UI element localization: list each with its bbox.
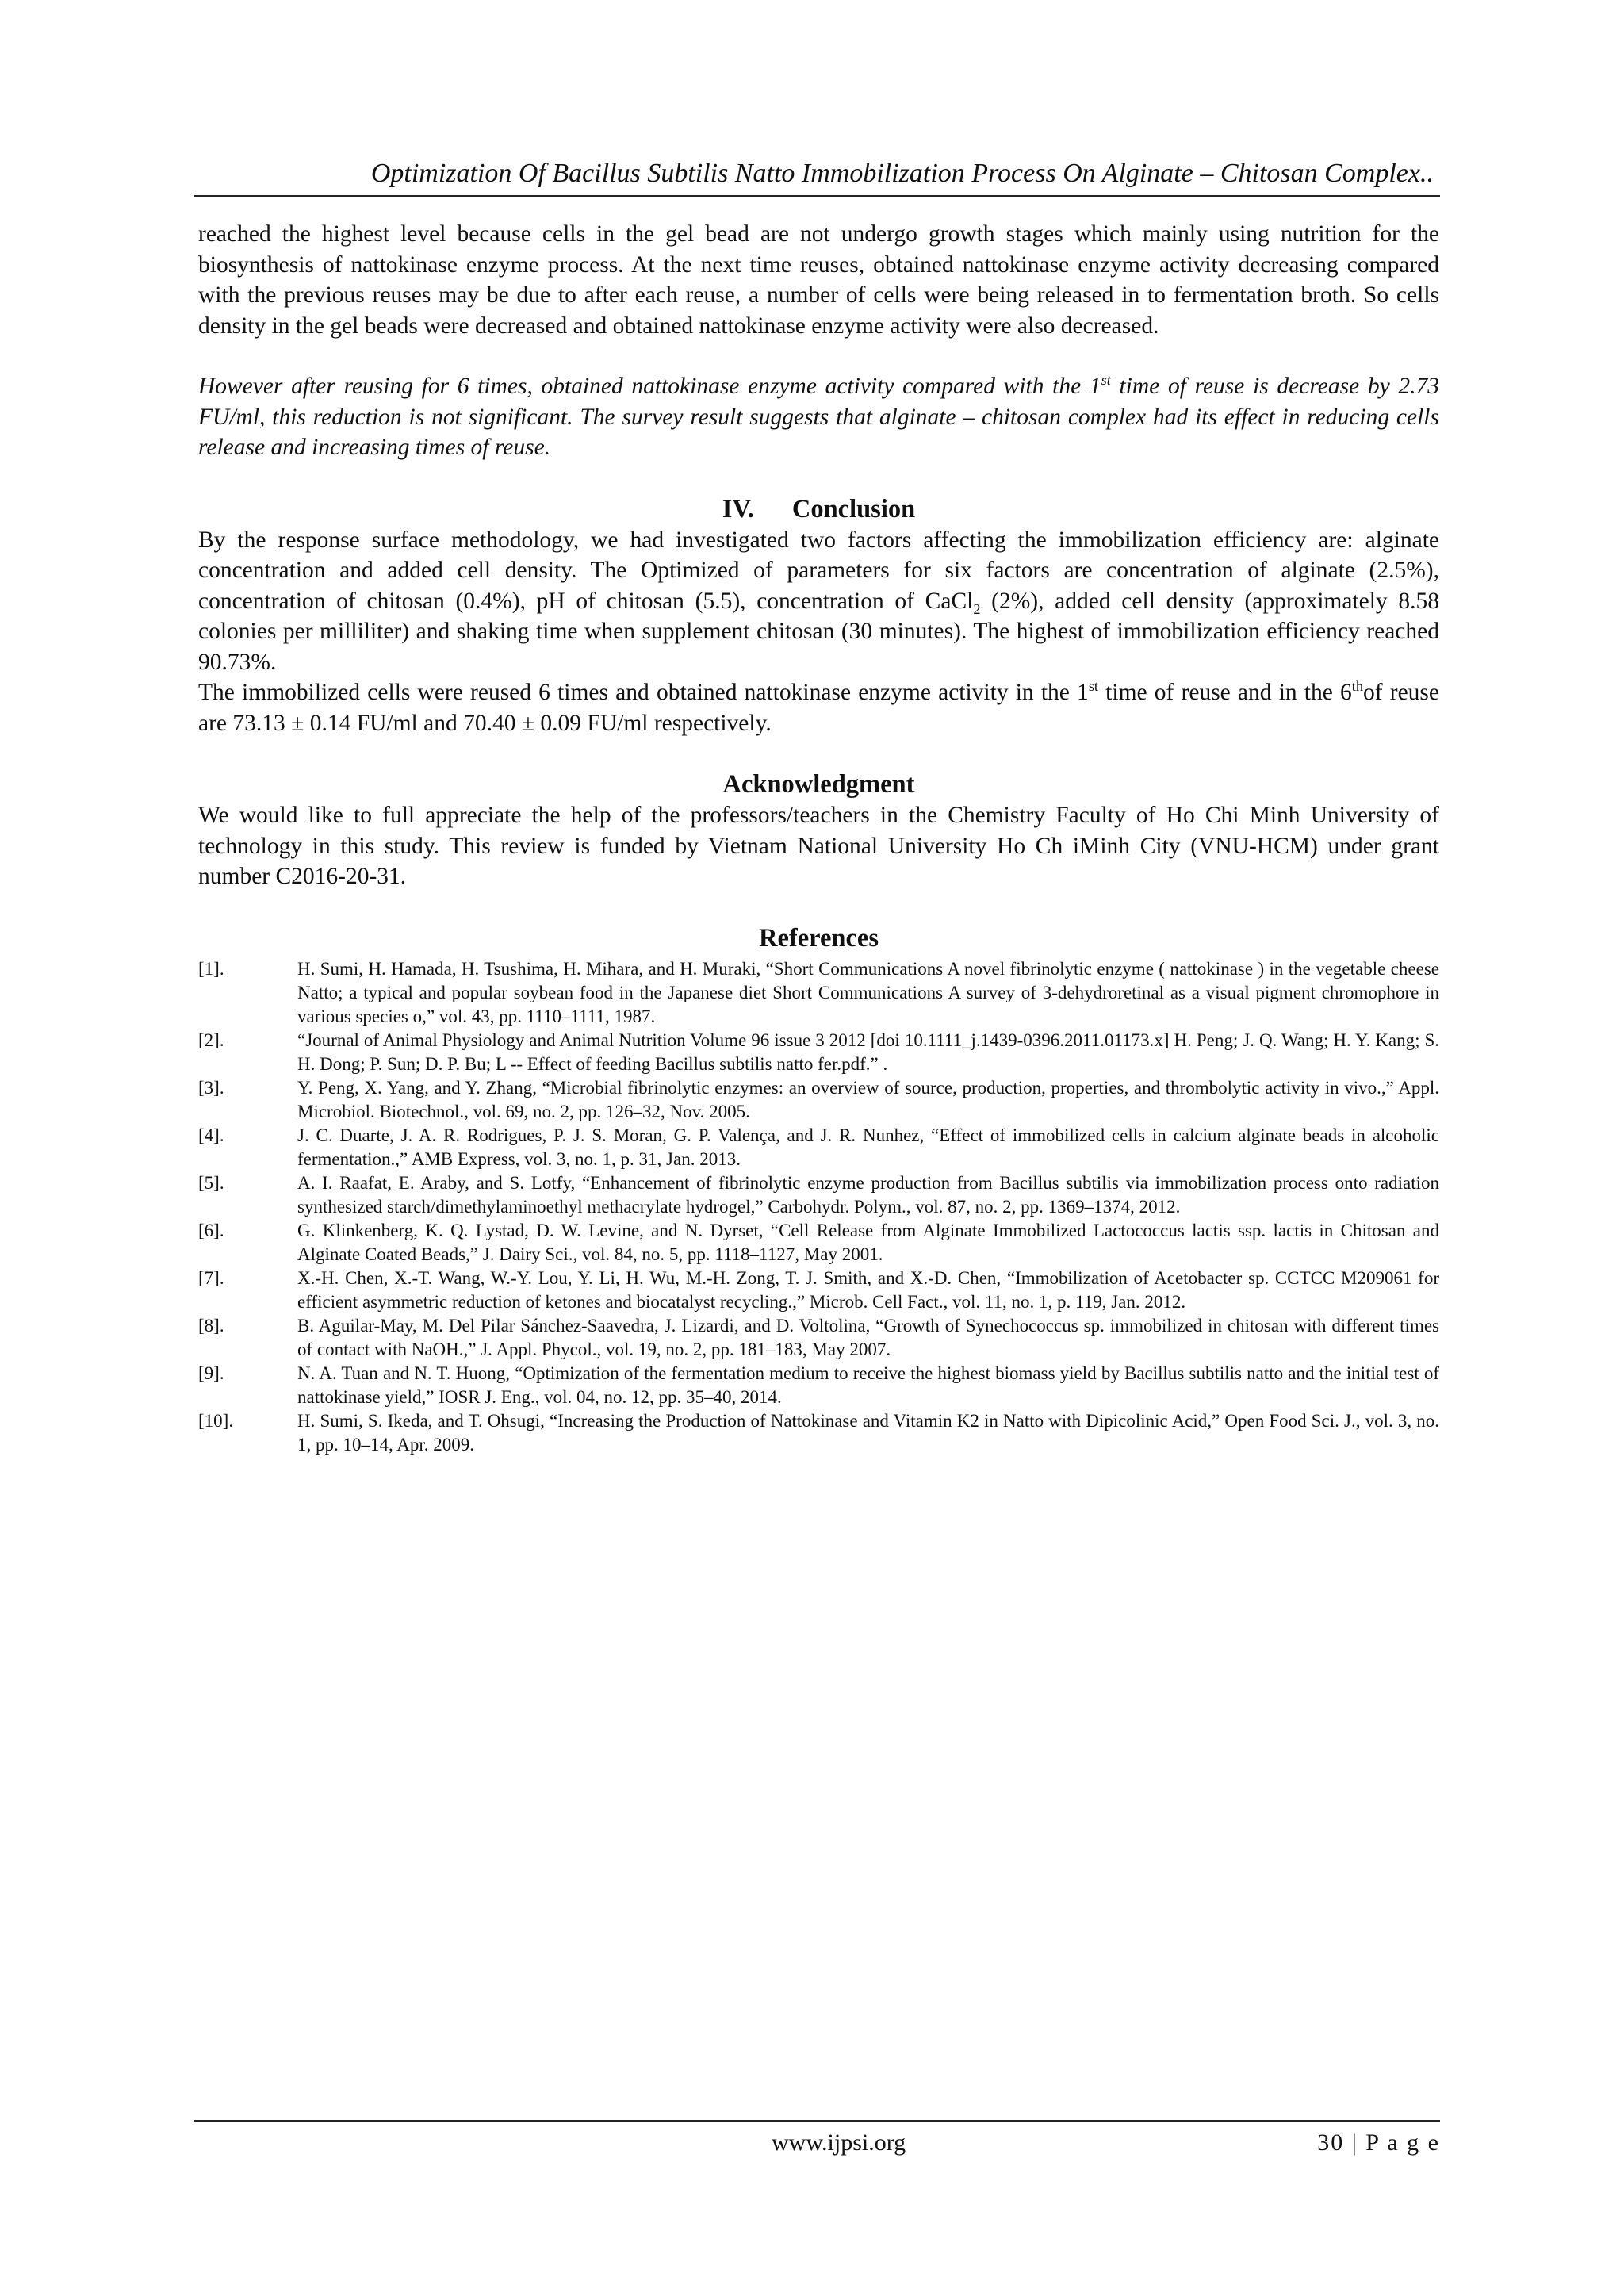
- reference-number: [10].: [198, 1410, 234, 1431]
- page-number: 30 | P a g e: [1317, 2129, 1440, 2156]
- superscript-st: st: [1101, 372, 1111, 389]
- reference-number: [1].: [198, 958, 224, 979]
- reference-number: [8].: [198, 1315, 224, 1336]
- reference-text: N. A. Tuan and N. T. Huong, “Optimization of the fermentation medium to receive the highest biomass yield by Bacillus subtilis natto and the initial test of nattokinase yield,” IOSR J. Eng., vol. 04, no. 12, pp. 35–40, 2014.: [297, 1363, 1439, 1407]
- reference-number: [7].: [198, 1267, 224, 1288]
- reference-item: [198, 1029, 1439, 1076]
- superscript-th: th: [1351, 678, 1363, 695]
- body-paragraph-2-part-b: time of reuse is decrease by 2.73 FU/ml, this reduction is not significant. The survey result suggests that alginate – chitosan complex had its effect in reducing cells release and increasing times of reuse.: [198, 374, 1439, 460]
- reference-item: [198, 1219, 1439, 1267]
- conclusion-paragraph-2-part-a: The immobilized cells were reused 6 times and obtained nattokinase enzyme activity in the 1: [198, 680, 1089, 705]
- reference-item: [198, 1409, 1439, 1457]
- body-paragraph-1: reached the highest level because cells in the gel bead are not undergo growth stages which mainly using nutrition for the biosynthesis of nattokinase enzyme process. At the next time reuses, obtained nattokinase enzyme activity decreasing compared with the previous reuses may be due to after each reuse, a number of cells were being released in to fermentation broth. So cells density in the gel beads were decreased and obtained nattokinase enzyme activity were also decreased.: [198, 221, 1439, 339]
- running-title: Optimization Of Bacillus Subtilis Natto Immobilization Process On Alginate – Chitosan Complex..: [370, 159, 1434, 188]
- reference-text: G. Klinkenberg, K. Q. Lystad, D. W. Levine, and N. Dyrset, “Cell Release from Alginate Immobilized Lactococcus lactis ssp. lactis in Chitosan and Alginate Coated Beads,” J. Dairy Sci., vol. 84, no. 5, pp. 1118–1127, May 2001.: [297, 1220, 1439, 1264]
- superscript-st: st: [1088, 678, 1099, 695]
- reference-item: [198, 1362, 1439, 1409]
- reference-text: H. Sumi, S. Ikeda, and T. Ohsugi, “Increasing the Production of Nattokinase and Vitamin K2 in Natto with Dipicolinic Acid,” Open Food Sci. J., vol. 3, no. 1, pp. 10–14, Apr. 2009.: [297, 1410, 1439, 1455]
- reference-item: [198, 957, 1439, 1029]
- subscript-2: 2: [973, 600, 981, 617]
- reference-item: [198, 1267, 1439, 1314]
- reference-text: “Journal of Animal Physiology and Animal Nutrition Volume 96 issue 3 2012 [doi 10.1111_j.1439-0396.2011.01173.x] H. Peng; J. Q. Wang; H. Y. Kang; S. H. Dong; P. Sun; D. P. Bu; L -- Effect of feeding Bacillus subtilis natto fer.pdf.” .: [297, 1029, 1439, 1074]
- reference-item: [198, 1314, 1439, 1362]
- reference-text: A. I. Raafat, E. Araby, and S. Lotfy, “Enhancement of fibrinolytic enzyme production from Bacillus subtilis via immobilization process onto radiation synthesized starch/dimethylaminoethyl methacrylate hydrogel,” Carbohydr. Polym., vol. 87, no. 2, pp. 1369–1374, 2012.: [297, 1172, 1439, 1217]
- body-paragraph-2-part-a: However after reusing for 6 times, obtained nattokinase enzyme activity compared with the 1: [198, 374, 1101, 399]
- reference-number: [3].: [198, 1077, 224, 1098]
- reference-item: [198, 1076, 1439, 1124]
- conclusion-paragraph-2-part-b: time of reuse and in the 6: [1098, 680, 1352, 705]
- section-title: Conclusion: [791, 494, 916, 523]
- reference-text: H. Sumi, H. Hamada, H. Tsushima, H. Mihara, and H. Muraki, “Short Communications A novel fibrinolytic enzyme ( nattokinase ) in the vegetable cheese Natto; a typical and popular soybean food in the Japanese diet Short Communications A survey of 3-dehydroretinal as a visual pigment chromophore in various species o,” vol. 43, pp. 1110–1111, 1987.: [297, 958, 1439, 1026]
- reference-number: [6].: [198, 1220, 224, 1240]
- reference-text: Y. Peng, X. Yang, and Y. Zhang, “Microbial fibrinolytic enzymes: an overview of source, production, properties, and thrombolytic activity in vivo.,” Appl. Microbiol. Biotechnol., vol. 69, no. 2, pp. 126–32, Nov. 2005.: [297, 1077, 1439, 1121]
- footer-website-link[interactable]: www.ijpsi.org: [772, 2129, 906, 2156]
- reference-text: J. C. Duarte, J. A. R. Rodrigues, P. J. S. Moran, G. P. Valença, and J. R. Nunhez, “Effect of immobilized cells in calcium alginate beads in alcoholic fermentation.,” AMB Express, vol. 3, no. 1, p. 31, Jan. 2013.: [297, 1125, 1439, 1169]
- header-rule: [194, 195, 1440, 197]
- references-heading: References: [759, 923, 879, 953]
- reference-text: B. Aguilar-May, M. Del Pilar Sánchez-Saavedra, J. Lizardi, and D. Voltolina, “Growth of Synechococcus sp. immobilized in chitosan with different times of contact with NaOH.,” J. Appl. Phycol., vol. 19, no. 2, pp. 181–183, May 2007.: [297, 1315, 1439, 1359]
- conclusion-paragraph-1-part-b: (2%), added cell density (approximately 8.58 colonies per milliliter) and shaking time when supplement chitosan (30 minutes). The highest of immobilization efficiency reached 90.73%.: [198, 588, 1439, 675]
- acknowledgment-heading: Acknowledgment: [722, 770, 915, 799]
- reference-number: [4].: [198, 1125, 224, 1145]
- reference-item: [198, 1124, 1439, 1171]
- reference-number: [9].: [198, 1363, 224, 1383]
- references-list: [198, 957, 1439, 1457]
- section-number: IV.: [722, 494, 754, 523]
- body-paragraph-2: [198, 371, 1439, 463]
- main-content: [198, 219, 1439, 1457]
- conclusion-heading: [198, 493, 1439, 525]
- reference-number: [5].: [198, 1172, 224, 1193]
- conclusion-paragraph-2: [198, 677, 1439, 738]
- conclusion-paragraph-1-part-a: By the response surface methodology, we had investigated two factors affecting the immobilization efficiency are: alginate concentration and added cell density. The Optimized of parameters for six factors are concentration of alginate (2.5%), concentration of chitosan (0.4%), pH of chitosan (5.5), concentration of CaCl: [198, 527, 1439, 614]
- reference-text: X.-H. Chen, X.-T. Wang, W.-Y. Lou, Y. Li, H. Wu, M.-H. Zong, T. J. Smith, and X.-D. Chen, “Immobilization of Acetobacter sp. CCTCC M209061 for efficient asymmetric reduction of ketones and biocatalyst recycling.,” Microb. Cell Fact., vol. 11, no. 1, p. 119, Jan. 2012.: [297, 1267, 1439, 1312]
- reference-item: [198, 1171, 1439, 1219]
- conclusion-paragraph-2-part-c: of reuse are 73.13 ± 0.14 FU/ml and 70.40 ± 0.09 FU/ml respectively.: [198, 680, 1439, 736]
- conclusion-paragraph-1: [198, 525, 1439, 678]
- footer-rule: [194, 2120, 1440, 2122]
- reference-number: [2].: [198, 1029, 224, 1050]
- acknowledgment-paragraph: We would like to full appreciate the help of the professors/teachers in the Chemistry Faculty of Ho Chi Minh University of technology in this study. This review is funded by Vietnam National University Ho Ch iMinh City (VNU-HCM) under grant number C2016-20-31.: [198, 803, 1439, 889]
